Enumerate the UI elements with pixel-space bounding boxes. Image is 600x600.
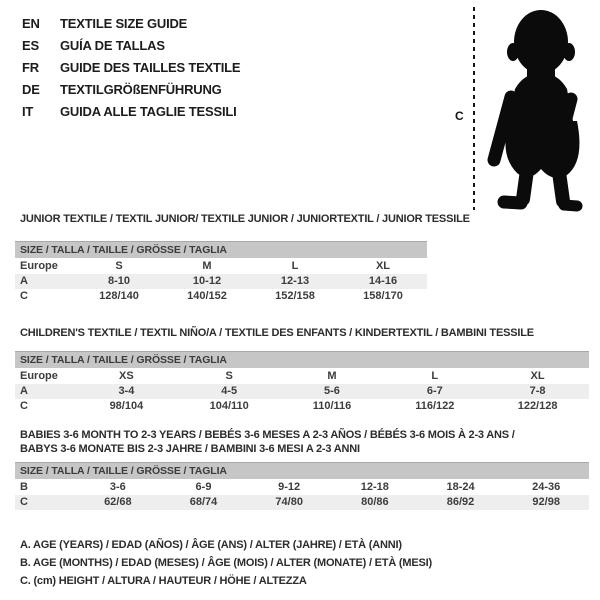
value-cell: 110/116 [312, 400, 352, 412]
value-cell: 128/140 [99, 290, 139, 302]
spacer [15, 340, 589, 351]
language-list [22, 13, 240, 123]
language-row-it [22, 101, 240, 123]
junior-size-table [15, 212, 470, 304]
language-title: GUIDA ALLE TAGLIE TESSILI [60, 104, 237, 119]
table-row-age [15, 384, 589, 399]
value-cell: 92/98 [532, 496, 560, 508]
size-cell: L [291, 260, 299, 272]
table-row-europe [15, 259, 427, 274]
language-title: GUÍA DE TALLAS [60, 38, 165, 53]
value-cell: 10-12 [192, 275, 222, 287]
note-age-years: A. AGE (YEARS) / EDAD (AÑOS) / ÂGE (ANS) / ALTER (JAHRE) / ETÀ (ANNI) [20, 539, 402, 551]
size-cell: M [202, 260, 212, 272]
size-cell: L [431, 370, 439, 382]
table-row-age [15, 274, 427, 289]
value-cell: 6-9 [195, 481, 212, 493]
value-cell: 12-13 [280, 275, 310, 287]
size-header-bar: SIZE / TALLA / TAILLE / GRÖSSE / TAGLIA [15, 241, 427, 258]
value-cell: 18-24 [446, 481, 475, 493]
row-label: A [20, 275, 28, 287]
legend-notes [20, 536, 432, 590]
language-code: IT [22, 104, 34, 119]
value-cell: 140/152 [187, 290, 227, 302]
size-header-bar: SIZE / TALLA / TAILLE / GRÖSSE / TAGLIA [15, 351, 589, 368]
value-cell: 8-10 [107, 275, 131, 287]
size-cell: S [225, 370, 233, 382]
row-label: B [20, 481, 28, 493]
note-height-cm: C. (cm) HEIGHT / ALTURA / HAUTEUR / HÖHE / ALTEZZA [20, 575, 307, 587]
value-cell: 116/122 [415, 400, 455, 412]
table-title-line1: BABIES 3-6 MONTH TO 2-3 YEARS / BEBÉS 3-6 MESES A 2-3 AÑOS / BÉBÉS 3-6 MOIS À 2-3 ANS / [20, 429, 515, 441]
language-code: DE [22, 82, 40, 97]
value-cell: 68/74 [189, 496, 218, 508]
value-cell: 104/110 [209, 400, 249, 412]
size-cell: M [327, 370, 337, 382]
table-title-line2: BABYS 3-6 MONATE BIS 2-3 JAHRE / BAMBINI 3-6 MESI A 2-3 ANNI [20, 443, 360, 455]
size-cell: S [115, 260, 123, 272]
value-cell: 7-8 [529, 385, 546, 397]
value-cell: 86/92 [446, 496, 475, 508]
row-label: C [20, 290, 28, 302]
value-cell: 152/158 [275, 290, 315, 302]
height-measure-label: C [455, 109, 464, 123]
size-cell: XL [530, 370, 545, 382]
value-cell: 4-5 [221, 385, 238, 397]
baby-silhouette-icon [487, 5, 593, 213]
language-title: GUIDE DES TAILLES TEXTILE [60, 60, 241, 75]
language-title: TEXTILE SIZE GUIDE [60, 16, 188, 31]
language-row-de [22, 79, 240, 101]
note-age-months: B. AGE (MONTHS) / EDAD (MESES) / ÂGE (MOIS) / ALTER (MONATE) / ETÀ (MESI) [20, 557, 432, 569]
language-code: FR [22, 60, 39, 75]
row-label: Europe [20, 260, 58, 272]
value-cell: 74/80 [275, 496, 303, 508]
value-cell: 3-4 [118, 385, 135, 397]
value-cell: 9-12 [278, 481, 301, 493]
table-row-height [15, 495, 589, 510]
value-cell: 122/128 [517, 400, 558, 412]
children-size-table [15, 326, 589, 414]
size-cell: XL [375, 260, 391, 272]
value-cell: 158/170 [363, 290, 403, 302]
language-title: TEXTILGRÖßENFÜHRUNG [60, 82, 222, 97]
table-title: JUNIOR TEXTILE / TEXTIL JUNIOR/ TEXTILE JUNIOR / JUNIORTEXTIL / JUNIOR TESSILE [20, 213, 470, 225]
value-cell: 3-6 [109, 481, 126, 493]
babies-size-table [15, 428, 589, 510]
value-cell: 14-16 [368, 275, 398, 287]
table-row-height [15, 289, 427, 304]
value-cell: 80/86 [361, 496, 389, 508]
row-label: C [20, 400, 28, 412]
height-measure-dashed-line [473, 7, 475, 210]
row-label: C [20, 496, 28, 508]
language-row-fr [22, 57, 240, 79]
value-cell: 12-18 [360, 481, 389, 493]
spacer [15, 226, 427, 241]
language-row-en [22, 13, 240, 35]
value-cell: 24-36 [532, 481, 561, 493]
row-label: A [20, 385, 28, 397]
language-code: EN [22, 16, 40, 31]
row-label: Europe [20, 370, 58, 382]
value-cell: 98/104 [109, 400, 144, 412]
table-row-europe [15, 369, 589, 384]
size-header-bar: SIZE / TALLA / TAILLE / GRÖSSE / TAGLIA [15, 462, 589, 479]
value-cell: 62/68 [104, 496, 132, 508]
language-code: ES [22, 38, 39, 53]
value-cell: 6-7 [426, 385, 443, 397]
table-row-age-months [15, 480, 589, 495]
table-row-height [15, 399, 589, 414]
value-cell: 5-6 [324, 385, 340, 397]
size-cell: XS [119, 370, 134, 382]
table-title: CHILDREN'S TEXTILE / TEXTIL NIÑO/A / TEXTILE DES ENFANTS / KINDERTEXTIL / BAMBINI TESSILE [20, 327, 534, 339]
language-row-es [22, 35, 240, 57]
